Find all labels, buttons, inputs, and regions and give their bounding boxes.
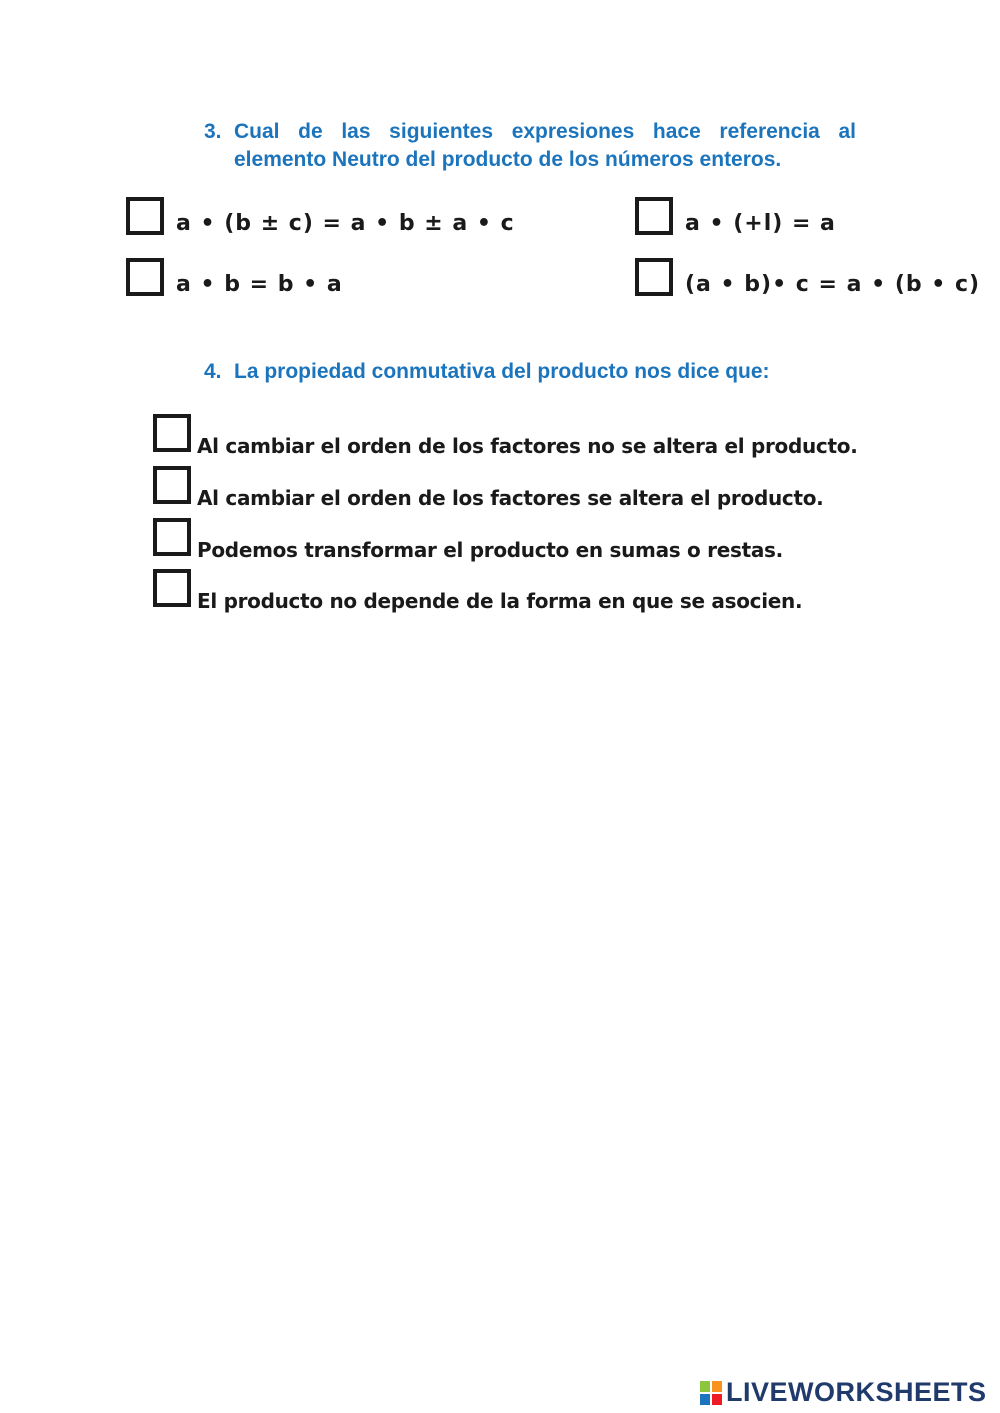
question-3: [204, 118, 856, 178]
q3-option-4-label: (a • b)• c = a • (b • c): [685, 272, 981, 297]
question-3-text: [234, 118, 856, 174]
q4-option-3-label: Podemos transformar el producto en sumas o restas.: [197, 538, 783, 562]
q3-option-3-checkbox[interactable]: [126, 258, 164, 296]
q4-option-1-label: Al cambiar el orden de los factores no se altera el producto.: [197, 434, 858, 458]
q3-option-3-label: a • b = b • a: [176, 272, 343, 297]
q4-option-1-checkbox[interactable]: [153, 414, 191, 452]
q3-option-2-checkbox[interactable]: [635, 197, 673, 235]
q4-option-2-checkbox[interactable]: [153, 466, 191, 504]
liveworksheets-logo: [700, 1377, 992, 1407]
q3-option-2-label: a • (+l) = a: [685, 211, 836, 236]
question-4: [204, 358, 904, 388]
q4-option-4-checkbox[interactable]: [153, 569, 191, 607]
q4-option-3-checkbox[interactable]: [153, 518, 191, 556]
question-3-text-line2: elemento Neutro del producto de los números enteros.: [234, 148, 782, 171]
question-4-text: La propiedad conmutativa del producto nos dice que:: [234, 360, 770, 383]
q3-option-1-label: a • (b ± c) = a • b ± a • c: [176, 211, 515, 236]
q4-option-4-label: El producto no depende de la forma en que se asocien.: [197, 589, 803, 613]
liveworksheets-brand-text: LIVEWORKSHEETS: [726, 1377, 987, 1407]
q3-option-4-checkbox[interactable]: [635, 258, 673, 296]
q4-option-2-label: Al cambiar el orden de los factores se altera el producto.: [197, 486, 824, 510]
question-3-number: 3.: [204, 120, 222, 143]
question-4-number: 4.: [204, 360, 222, 383]
question-3-text-line1: Cual de las siguientes expresiones hace referencia al: [234, 120, 856, 143]
liveworksheets-logo-icon: [700, 1381, 722, 1405]
q3-option-1-checkbox[interactable]: [126, 197, 164, 235]
